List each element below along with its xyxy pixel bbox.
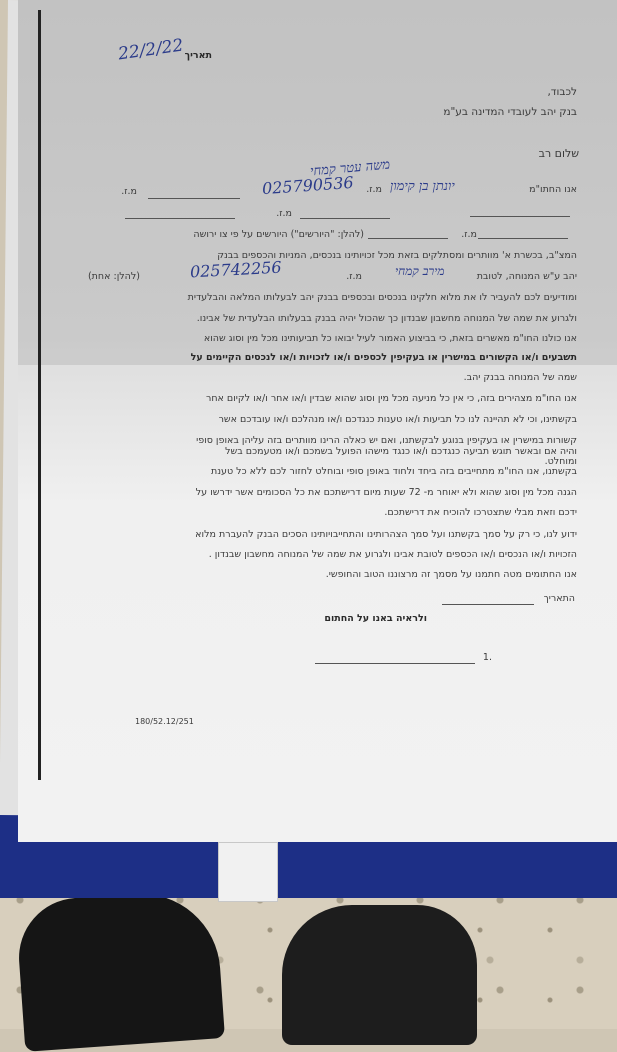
p4-line4: ידכם וזאת מבלי שתצטרכו להוכיח את דרישתכם. [384,507,577,518]
p4-line3: הגנה מכל מין וסוג שהוא ולא יאוחר מ- 72 שעות מיום דרישתכם את כל הסכומים אשר ידרשו על [195,487,577,498]
parties-prefix: אנו החתו"מ [529,184,577,195]
blank-line [470,216,570,217]
signature-line [315,663,475,664]
p2-line1: אנו כולנו החו"מ מאשרים בזאת, כי בביצוע האמור לעיל יבואו כל תביעותינו מכל מין וסוג שהוא [203,333,577,344]
right-shoe [282,905,477,1045]
p1-line2-end: (להלן: אחת) [87,271,140,282]
handwritten-date: 22/2/22 [116,35,185,65]
p4-line2: בקשתנו, אנו החו"מ מתחייבים בזה ביחד ולחוד באופן סופי ובוחלט לחזור לכם ללא כל טענת [211,466,577,477]
greeting: שלום רב [538,147,579,160]
id-label-end: מ.ז. [121,186,137,197]
p5-line2: הזכויות ו/או הנכסים ו/או הכספים לטובת אבינו ולגרוע את שמה של המנוחה מחשבון שבנדון . [208,549,577,560]
p3-line1: אנו החו"מ מצהירים בזה, כי אין כל מניעה מכל מין וסוג שהוא שבדין ו/או אחר ו/או לקיום אחר [205,393,577,404]
p3-line3: קשורות במישרין או בעקיפין בנוגע לבקשתנו, ואם יש כאלה הרינו מוותרים בזה עליהן באופן סופי [196,435,577,446]
id-label-3: מ.ז. [461,229,477,240]
p4-line1: והיה אם ובאשר תוגש תביעה כנגדכם ו/או כנגד מישהו הפועל בשמכם ו/או מטעמכם בשל [225,446,577,457]
p3-line4: ומוחלט. [544,456,577,467]
p2-line3: שמה של המנוחה בבנק יהב. [463,372,577,383]
blank-line [368,238,448,239]
date-label: תאריך [184,50,212,61]
recipient-salutation: לכבוד, [547,86,577,98]
handwritten-name-1: יונתן בן קימון [390,179,455,194]
blank-line [148,198,240,199]
footer-date-label: התאריך [543,593,575,604]
binder-label-strip [218,842,278,902]
p1-line1: המצ"ב, בכשרת א' מוותרים ומסתלקים בזאת מכל זכויותינו בנכסים, המניות והכספים בבנק [217,250,577,261]
margin-rule [38,10,41,780]
id-label-1: מ.ז. [366,184,382,195]
heirs-definition: (להלן: "היורשים") היורשים על פי צו ירושה [193,229,364,240]
p1-line4: ולגרוע את שמה של המנוחה מחשבון שבנדון כך שהכול יהיה בבנק בבעלותו הבלעדית של אבינו. [196,313,577,324]
blank-line [300,218,390,219]
handwritten-beneficiary-id: 025742256 [189,257,283,282]
p3-line2: בקשתינו, וכי לא תהיינה לנו כל תביעות ו/או טענות כנגדכם ו/או מנהלכם ו/או עובדכם אשר [218,414,577,425]
blank-line [125,218,235,219]
id-label-2: מ.ז. [276,208,292,219]
p1-line3: ומודיעים לכם להעביר לו את מלוא חלקינו בנכסים ובכספים בבנק יהב לבעלותו המלאה והבלעדית [187,292,577,303]
p5-line3: אנו החתומים מטה חתמנו על מסמך זה מרצוננו הטוב והחופשי. [325,569,577,580]
handwritten-id-1: 025790536 [261,172,355,199]
footer-date-line [442,604,534,605]
form-code: 180/52.12/251 [135,717,194,726]
signature-heading: ולראיה באנו על החתום [324,613,427,624]
p1-line2: יהב ע"ש המנוחה, לטובת [476,271,577,282]
p5-line1: ידוע לנו, כי רק על סמך בקשתנו ועל סמך הצהרותינו והתחייבויותינו הסכים הבנק להעברת מלוא [195,529,577,540]
signature-number: .1 [482,652,492,663]
p2-line2: תשבעים ו/או הקשורים במישרין או בעקיפין לכספים ו/או לזכויות ו/או לנכסים הקיימים על [190,352,577,363]
blank-line [478,238,568,239]
recipient-bank: בנק יהב לעובדי המדינה בע"מ [443,106,577,118]
handwritten-beneficiary: מירב קמחי [395,264,445,278]
p1-id-label: מ.ז. [346,271,362,282]
handwritten-above-name: משה עטר קמחי [309,157,391,180]
